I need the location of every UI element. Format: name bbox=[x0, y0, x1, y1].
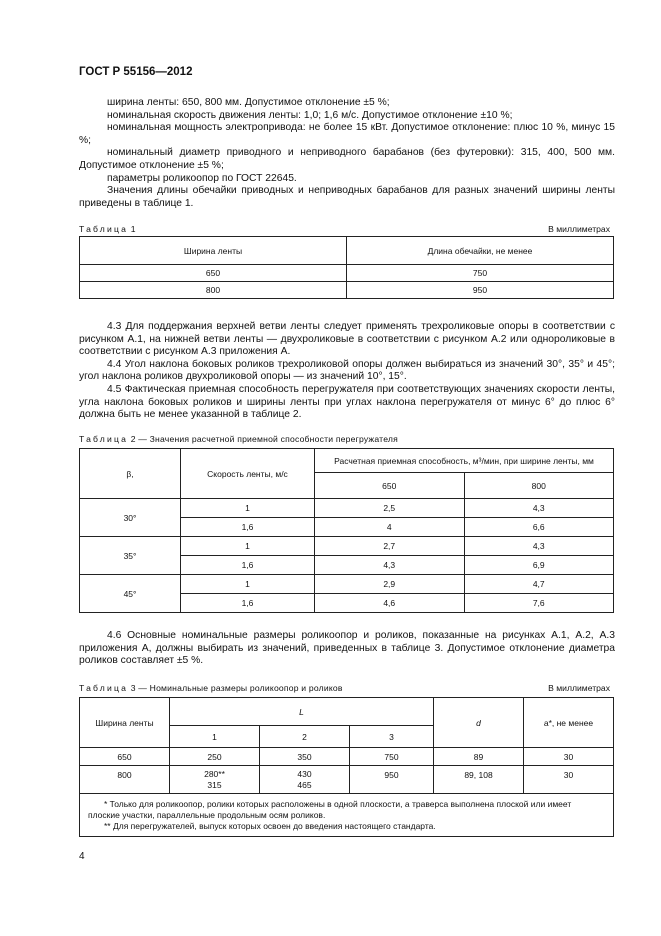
table1-cell: 650 bbox=[80, 265, 347, 282]
table3-caption bbox=[79, 683, 343, 693]
table-row bbox=[80, 282, 614, 299]
table3-cell: 750 bbox=[350, 748, 434, 766]
table3-cell-l1 bbox=[170, 766, 260, 794]
table2-header-speed: Скорость ленты, м/с bbox=[181, 449, 315, 499]
table2-angle: 30° bbox=[80, 499, 181, 537]
table3-caption-title: — Номинальные размеры роликоопор и роликов bbox=[138, 683, 343, 693]
intro-line: номинальная скорость движения ленты: 1,0; 1,6 м/с. Допустимое отклонение ±10 %; bbox=[107, 109, 513, 121]
paragraph-4-3: 4.3 Для поддержания верхней ветви ленты следует применять трехроликовые опоры в соответствии с рисунком А.1, на нижней ветви ленты — двухроликовые в соответствии с рисунком А.2 или однороликовые в соответствии с рисунком А.3 приложения А. bbox=[79, 321, 615, 358]
paragraph-4-4: 4.4 Угол наклона боковых роликов трехроликовой опоры должен выбираться из значений 30°, 35° и 45°; угол наклона роликов двухроликовой опоры — из значений 10°, 15°. bbox=[79, 358, 615, 383]
sections-4-3-to-4-5 bbox=[79, 321, 615, 422]
table-row bbox=[80, 537, 614, 556]
footnote: ** Для перегружателей, выпуск которых освоен до введения настоящего стандарта. bbox=[104, 821, 436, 831]
intro-line: номинальная мощность электропривода: не более 15 кВт. Допустимое отклонение: плюс 10 %, минус 15 %; bbox=[79, 122, 615, 146]
table3-cell: 650 bbox=[80, 748, 170, 766]
table2-cell: 4,6 bbox=[315, 594, 465, 613]
intro-text bbox=[79, 97, 615, 210]
page-number: 4 bbox=[79, 851, 85, 862]
table3-cell-l2 bbox=[260, 766, 350, 794]
table3-header-L2: 2 bbox=[260, 726, 350, 748]
table2-cell: 1,6 bbox=[181, 594, 315, 613]
intro-line: номинальный диаметр приводного и неприводного барабанов (без футеровки): 315, 400, 500 мм. Допустимое отклонение ±5 %; bbox=[79, 147, 615, 171]
table1-cell: 750 bbox=[347, 265, 614, 282]
footnote: * Только для роликоопор, ролики которых расположены в одной плоскости, а траверса выполнена плоской или имеет плоские участки, параллельные продольным осям роликов. bbox=[88, 799, 572, 820]
table2-cell: 1 bbox=[181, 537, 315, 556]
table2-header-beta: β, bbox=[80, 449, 181, 499]
table2-header-650: 650 bbox=[315, 473, 465, 499]
table3-caption-word: Таблица bbox=[79, 683, 129, 693]
table2-caption bbox=[79, 434, 398, 444]
table1-caption bbox=[79, 224, 136, 234]
table3-cell: 89, 108 bbox=[434, 766, 524, 794]
table2-cell: 2,5 bbox=[315, 499, 465, 518]
table2-cell: 1 bbox=[181, 575, 315, 594]
table3-header-L3: 3 bbox=[350, 726, 434, 748]
table2-cell: 1,6 bbox=[181, 518, 315, 537]
table1-cell: 800 bbox=[80, 282, 347, 299]
table1-header-length: Длина обечайки, не менее bbox=[347, 237, 614, 265]
table2-cell: 6,6 bbox=[464, 518, 614, 537]
table2-cell: 4,3 bbox=[464, 537, 614, 556]
table1-units: В миллиметрах bbox=[548, 224, 610, 234]
table2-cell: 6,9 bbox=[464, 556, 614, 575]
paragraph-4-5: 4.5 Фактическая приемная способность перегружателя при соответствующих значениях скорости ленты, угла наклона боковых роликов и ширины ленты при углах наклона перегружателя от минус 6° до плюс 6° должна быть не менее указанной в таблице 2. bbox=[79, 383, 615, 421]
table-row bbox=[80, 499, 614, 518]
table1-header-width: Ширина ленты bbox=[80, 237, 347, 265]
table-row bbox=[80, 748, 614, 766]
table3-header-width: Ширина ленты bbox=[80, 698, 170, 748]
table1-caption-word: Таблица bbox=[79, 224, 129, 234]
table3-cell: 280** bbox=[204, 769, 225, 779]
table3-cell: 430 bbox=[297, 769, 312, 779]
intro-line: параметры роликоопор по ГОСТ 22645. bbox=[107, 172, 297, 184]
table2-caption-num: 2 bbox=[130, 434, 136, 444]
table2-angle: 45° bbox=[80, 575, 181, 613]
paragraph-4-6: 4.6 Основные номинальные размеры роликоопор и роликов, показанные на рисунках А.1, А.2, А.3 приложения А, должны выбирать из значений, приведенных в таблице 3. Допустимое отклонение диаметра роликов составляет ±5 %. bbox=[79, 630, 615, 667]
table2-angle: 35° bbox=[80, 537, 181, 575]
table3-cell: 89 bbox=[434, 748, 524, 766]
table3-cell: 350 bbox=[260, 748, 350, 766]
table3-header-a: a*, не менее bbox=[524, 698, 614, 748]
intro-line: ширина ленты: 650, 800 мм. Допустимое отклонение ±5 %; bbox=[107, 97, 390, 108]
table3-caption-num: 3 bbox=[130, 683, 136, 693]
table1 bbox=[79, 236, 614, 299]
table2-cell: 4,3 bbox=[464, 499, 614, 518]
table2-header-800: 800 bbox=[464, 473, 614, 499]
table3-units: В миллиметрах bbox=[548, 683, 610, 693]
table3-cell: 30 bbox=[524, 766, 614, 794]
table-row bbox=[80, 575, 614, 594]
table3-cell: 800 bbox=[80, 766, 170, 794]
table-row bbox=[80, 766, 614, 794]
table2-caption-word: Таблица bbox=[79, 434, 129, 444]
table2-header-capacity: Расчетная приемная способность, м³/мин, при ширине ленты, мм bbox=[315, 449, 614, 473]
table2 bbox=[79, 448, 614, 613]
table2-cell: 1 bbox=[181, 499, 315, 518]
table2-cell: 1,6 bbox=[181, 556, 315, 575]
section-4-6 bbox=[79, 630, 615, 668]
table3-header-L1: 1 bbox=[170, 726, 260, 748]
table3-cell: 30 bbox=[524, 748, 614, 766]
table-row bbox=[80, 265, 614, 282]
table2-cell: 4,7 bbox=[464, 575, 614, 594]
table3-cell: 250 bbox=[170, 748, 260, 766]
table2-caption-title: — Значения расчетной приемной способности перегружателя bbox=[138, 434, 398, 444]
table1-caption-num: 1 bbox=[130, 224, 136, 234]
table3 bbox=[79, 697, 614, 837]
table3-footnotes bbox=[80, 794, 614, 837]
table2-cell: 4,3 bbox=[315, 556, 465, 575]
table3-cell: 315 bbox=[207, 779, 222, 790]
table2-cell: 4 bbox=[315, 518, 465, 537]
table3-footnotes-row bbox=[80, 794, 614, 837]
table2-cell: 2,9 bbox=[315, 575, 465, 594]
intro-line: Значения длины обечайки приводных и неприводных барабанов для разных значений ширины ленты приведены в таблице 1. bbox=[79, 185, 615, 209]
table2-cell: 2,7 bbox=[315, 537, 465, 556]
table3-cell: 950 bbox=[350, 766, 434, 794]
table1-cell: 950 bbox=[347, 282, 614, 299]
standard-header: ГОСТ Р 55156—2012 bbox=[79, 66, 193, 78]
table3-header-d: d bbox=[434, 698, 524, 748]
table3-header-L: L bbox=[170, 698, 434, 726]
table2-cell: 7,6 bbox=[464, 594, 614, 613]
table3-cell: 465 bbox=[297, 779, 312, 790]
